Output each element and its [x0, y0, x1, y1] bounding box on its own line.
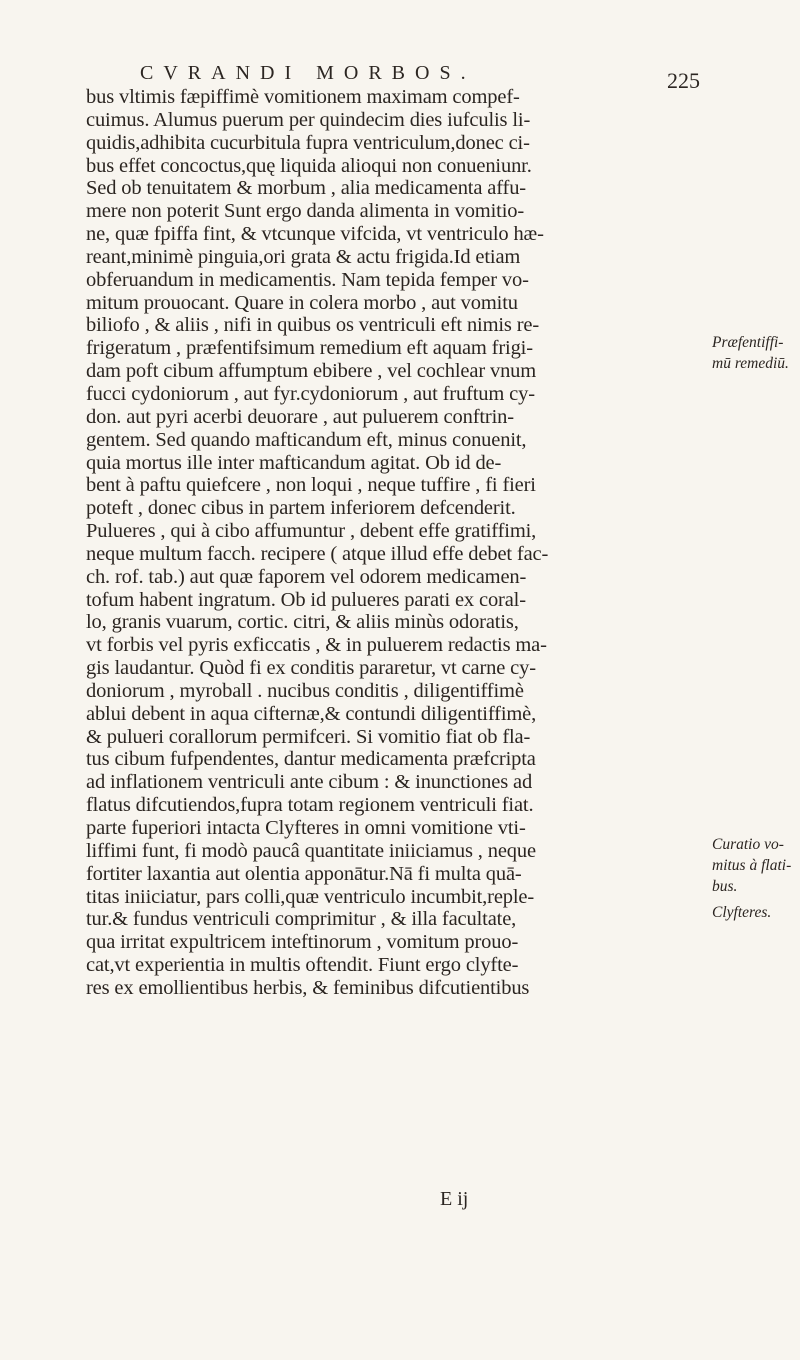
text-line: frigeratum , præfentifsimum remedium eft aquam frigi- — [86, 337, 533, 360]
margin-note-line: Curatio vo- — [712, 836, 784, 853]
text-line: ablui debent in aqua cifternæ,& contundi diligentiffimè, — [86, 702, 537, 725]
text-line: reant,minimè pinguia,ori grata & actu frigida.Id etiam — [86, 245, 521, 268]
text-line: flatus difcutiendos,fupra totam regionem ventriculi fiat. — [86, 794, 534, 817]
margin-note — [712, 834, 800, 897]
text-line: bus vltimis fæpiffimè vomitionem maximam compef- — [86, 86, 520, 108]
text-line: poteft , donec cibus in partem inferiorem defcenderit. — [86, 497, 516, 520]
text-line: cat,vt experientia in multis oftendit. Fiunt ergo clyfte- — [86, 954, 519, 977]
text-line: tur.& fundus ventriculi comprimitur , & illa facultate, — [86, 908, 517, 931]
text-line: titas iniiciatur, pars colli,quæ ventriculo incumbit,reple- — [86, 885, 535, 908]
text-line: parte fuperiori intacta Clyfteres in omni vomitione vti- — [86, 817, 526, 839]
text-line: mere non poterit Sunt ergo danda alimenta in vomitio- — [86, 200, 525, 223]
text-line: quidis,adhibita cucurbitula fupra ventriculum,donec ci- — [86, 131, 530, 154]
margin-note-line: Clyfteres. — [712, 904, 772, 921]
text-line: Pulueres , qui à cibo affumuntur , debent effe gratiffimi, — [86, 520, 537, 543]
text-line: res ex emollientibus herbis, & feminibus difcutientibus — [86, 976, 530, 999]
text-line: mitum prouocant. Quare in colera morbo , aut vomitu — [86, 291, 518, 314]
text-line: cuimus. Alumus puerum per quindecim dies iufculis li- — [86, 108, 531, 131]
text-line: ch. rof. tab.) aut quæ faporem vel odorem medicamen- — [86, 565, 527, 588]
text-line: neque multum facch. recipere ( atque illud effe debet fac- — [86, 542, 549, 565]
text-line: tus cibum fufpendentes, dantur medicamenta præfcripta — [86, 748, 536, 771]
text-line: ad inflationem ventriculi ante cibum : & inunctiones ad — [86, 771, 533, 794]
margin-note-line: Præfentiffi- — [712, 334, 784, 351]
text-line: bus effet concoctus,quę liquida alioqui non conueniunr. — [86, 154, 532, 177]
text-line: tofum habent ingratum. Ob id pulueres parati ex coral- — [86, 588, 526, 611]
text-line: gis laudantur. Quòd fi ex conditis pararetur, vt carne cy- — [86, 657, 536, 680]
text-line: biliofo , & aliis , nifi in quibus os ventriculi eft nimis re- — [86, 314, 540, 337]
text-line: & pulueri corallorum permifceri. Si vomitio fiat ob fla- — [86, 725, 531, 748]
catchword: E ij — [440, 1188, 469, 1210]
text-line: quia mortus ille inter mafticandum agitat. Ob id de- — [86, 451, 502, 474]
margin-note-line: mū remediū. — [712, 355, 789, 372]
text-line: obferuandum in medicamentis. Nam tepida femper vo- — [86, 268, 529, 291]
text-line: vt forbis vel pyris exficcatis , & in puluerem redactis ma- — [86, 634, 547, 657]
text-line: gentem. Sed quando mafticandum eft, minus conuenit, — [86, 428, 527, 451]
text-line: fucci cydoniorum , aut fyr.cydoniorum , aut fruftum cy- — [86, 382, 535, 405]
text-line: bent à paftu quiefcere , non loqui , neque tuffire , fi fieri — [86, 474, 536, 497]
margin-note — [712, 902, 800, 923]
text-line: don. aut pyri acerbi deuorare , aut puluerem conftrin- — [86, 405, 514, 428]
text-line: fortiter laxantia aut olentia apponātur.Nā fi multa quā- — [86, 862, 522, 885]
text-line: doniorum , myroball . nucibus conditis , diligentiffimè — [86, 679, 524, 702]
text-line: lo, granis vuarum, cortic. citri, & aliis minùs odoratis, — [86, 611, 519, 634]
margin-note — [712, 332, 800, 374]
text-line: Sed ob tenuitatem & morbum , alia medicamenta affu- — [86, 177, 526, 200]
text-line: liffimi funt, fi modò paucâ quantitate iniiciamus , neque — [86, 839, 536, 862]
text-line: ne, quæ fpiffa fint, & vtcunque vifcida, vt ventriculo hæ- — [86, 223, 544, 246]
text-line: dam poft cibum affumptum ebibere , vel cochlear vnum — [86, 360, 537, 383]
margin-note-line: mitus à flati- — [712, 857, 792, 874]
running-head: CVRANDI MORBOS. — [140, 62, 476, 84]
page-number: 225 — [667, 68, 700, 93]
text-line: qua irritat expultricem inteftinorum , vomitum prouo- — [86, 931, 519, 954]
body-text — [86, 86, 706, 1000]
margin-note-line: bus. — [712, 878, 738, 895]
